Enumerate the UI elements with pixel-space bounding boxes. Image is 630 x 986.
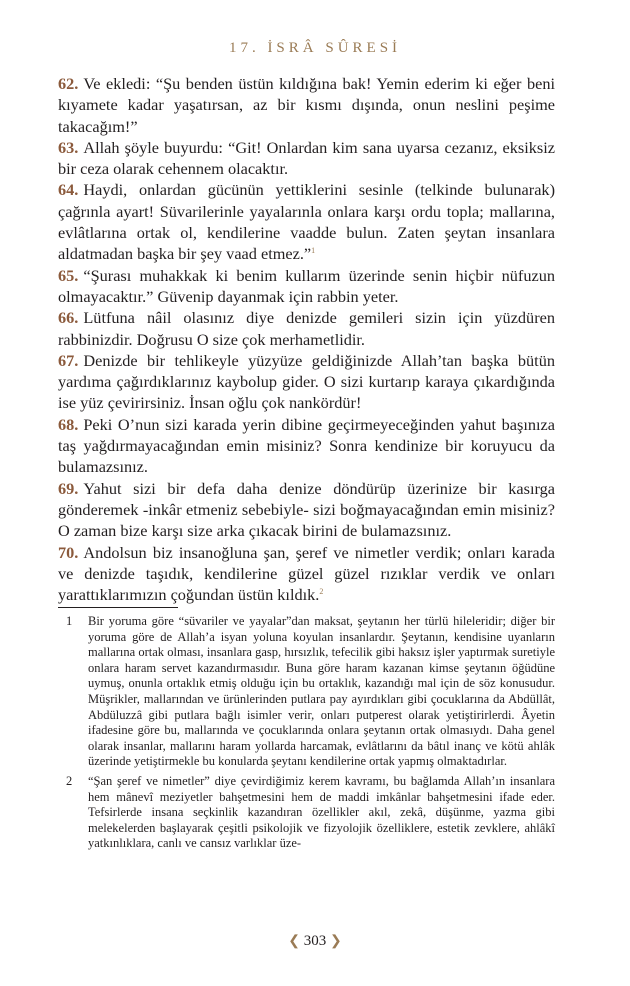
verse-body: Haydi, onlardan gücünün yettiklerini sesinle (telkinde bulunarak) çağrınla ayart! Süvarilerinle yayalarınla onlara karşı ordu topla; mallarına, evlâtlarına ortak ol, kendilerine vaadde bulun. Zaten şeytan insanlara aldatmadan başka bir şey vaad etmez.”	[58, 180, 555, 264]
verse-number: 70.	[58, 542, 79, 562]
footnote-ref[interactable]: 2	[319, 587, 324, 597]
verse-body: Allah şöyle buyurdu: “Git! Onlardan kim sana uyarsa cezanız, eksiksiz bir ceza olarak cehennem olacaktır.	[58, 137, 555, 179]
footnote-text: “Şan şeref ve nimetler” diye çevirdiğimiz kerem kavramı, bu bağlamda Allah’ın insanlara hem mânevî meziyetler bahşetmesini hem de maddi imkânlar bahşetmesini ifade eder. Tefsirlerde insana seçkinlik kazandıran özellikler akıl, zekâ, düşünme, yazma gibi melekelerden başlayarak çeşitli psikolojik ve fizyolojik özelliklere, estetik zevklere, ahlâkî yatkınlıklara, canlı ve cansız varlıklar üze-	[88, 773, 555, 851]
verse-69	[58, 478, 555, 542]
footnote-divider	[58, 607, 178, 608]
verse-number: 63.	[58, 137, 79, 157]
footnote-number: 1	[66, 614, 73, 628]
footnote-1	[58, 614, 555, 770]
verse-65	[58, 265, 555, 308]
verse-number: 65.	[58, 265, 79, 285]
verse-text	[58, 73, 555, 605]
verse-63	[58, 137, 555, 180]
verse-number: 66.	[58, 308, 79, 328]
verse-66	[58, 307, 555, 350]
verse-number: 68.	[58, 414, 79, 434]
verse-body: Peki O’nun sizi karada yerin dibine geçirmeyeceğinden yahut başınıza taş yağdırmayacağından emin misiniz? Sonra kendinize bir koruyucu da bulamazsınız.	[58, 414, 555, 477]
verse-body: Denizde bir tehlikeyle yüzyüze geldiğinizde Allah’tan başka bütün yardıma çağırdıklarınız kaybolup gider. O sizi kurtarıp karaya çıkardığında ise yüz çevirirsiniz. İnsan oğlu çok nankördür!	[58, 350, 555, 413]
footnotes	[58, 614, 555, 856]
footnote-2	[58, 774, 555, 852]
verse-68	[58, 414, 555, 478]
verse-number: 69.	[58, 478, 79, 498]
verse-64	[58, 179, 555, 264]
page-number	[0, 933, 630, 950]
footnote-ref[interactable]: 1	[311, 246, 316, 256]
footnote-number: 2	[66, 773, 73, 788]
verse-body: Ve ekledi: “Şu benden üstün kıldığına bak! Yemin ederim ki eğer beni kıyamete kadar yaşatırsan, az bir kısmı dışında, onun neslini peşime takacağım!”	[58, 74, 555, 136]
running-header: 17. İSRÂ SÛRESİ	[228, 40, 402, 56]
verse-body: Lütfuna nâil olasınız diye denizde gemileri sizin için yüzdüren rabbinizdir. Doğrusu O size çok merhametlidir.	[58, 308, 555, 349]
left-ornament-icon: ❮	[288, 934, 300, 949]
verse-body: Yahut sizi bir defa daha denize döndürüp üzerinize bir kasırga gönderemek -inkâr etmeniz sebebiyle- sizi boğmayacağından emin misiniz? O zaman bize karşı size arka çıkacak birini de bulamazsınız.	[58, 478, 555, 541]
verse-number: 64.	[58, 180, 79, 200]
footnote-text: Bir yoruma göre “süvariler ve yayalar”dan maksat, şeytanın her türlü hileleridir; diğer bir yoruma göre de Allah’a isyan yoluna koyulan insanlardır. Şeytanın, kendisine uyanların mallarına ortak olması, insanlara gasp, hırsızlık, tefecilik gibi haksız işler yaptırmak suretiyle onlara haram servet kazandırmasıdır. Buna göre haram kazanan kimse şeytanın öğüdüne uymuş, onunla ortaklık etmiş olduğu için bu ortaklık, kazandığı mal için de söz konusudur. Müşrikler, mallarından ve ürünlerinden putlara pay ayırdıkları gibi çocuklarına da Abdüllât, Abdüluzzâ gibi putlara bağlı isimler verir, onları putperest olarak yetiştirirlerdi. Âyetin ifadesine göre bu, mallarında ve çocuklarında onlara şeytanın ortak olmasıydı. Daha genel olarak insanlar, mallarını haram yollarda harcamak, evlâtlarını da bâtıl inanç ve kötü ahlâk üzerinde yetiştirmekle bu konularda şeytanı kendilerine ortak yapmış olmaktadırlar.	[88, 614, 555, 769]
page-number-value: 303	[303, 933, 327, 949]
verse-number: 62.	[58, 74, 79, 93]
verse-67	[58, 350, 555, 414]
verse-body: “Şurası muhakkak ki benim kullarım üzerinde senin hiçbir nüfuzun olmayacaktır.” Güvenip dayanmak için rabbin yeter.	[58, 265, 555, 306]
verse-70	[58, 542, 555, 606]
verse-number: 67.	[58, 350, 79, 370]
right-ornament-icon: ❯	[330, 934, 342, 949]
verse-62	[58, 73, 555, 137]
verse-body: Andolsun biz insanoğluna şan, şeref ve nimetler verdik; onları karada ve denizde taşıdık, kendilerine güzel güzel rızıklar verdik ve onları yarattıklarımızın çoğundan üstün kıldık.	[58, 542, 555, 605]
